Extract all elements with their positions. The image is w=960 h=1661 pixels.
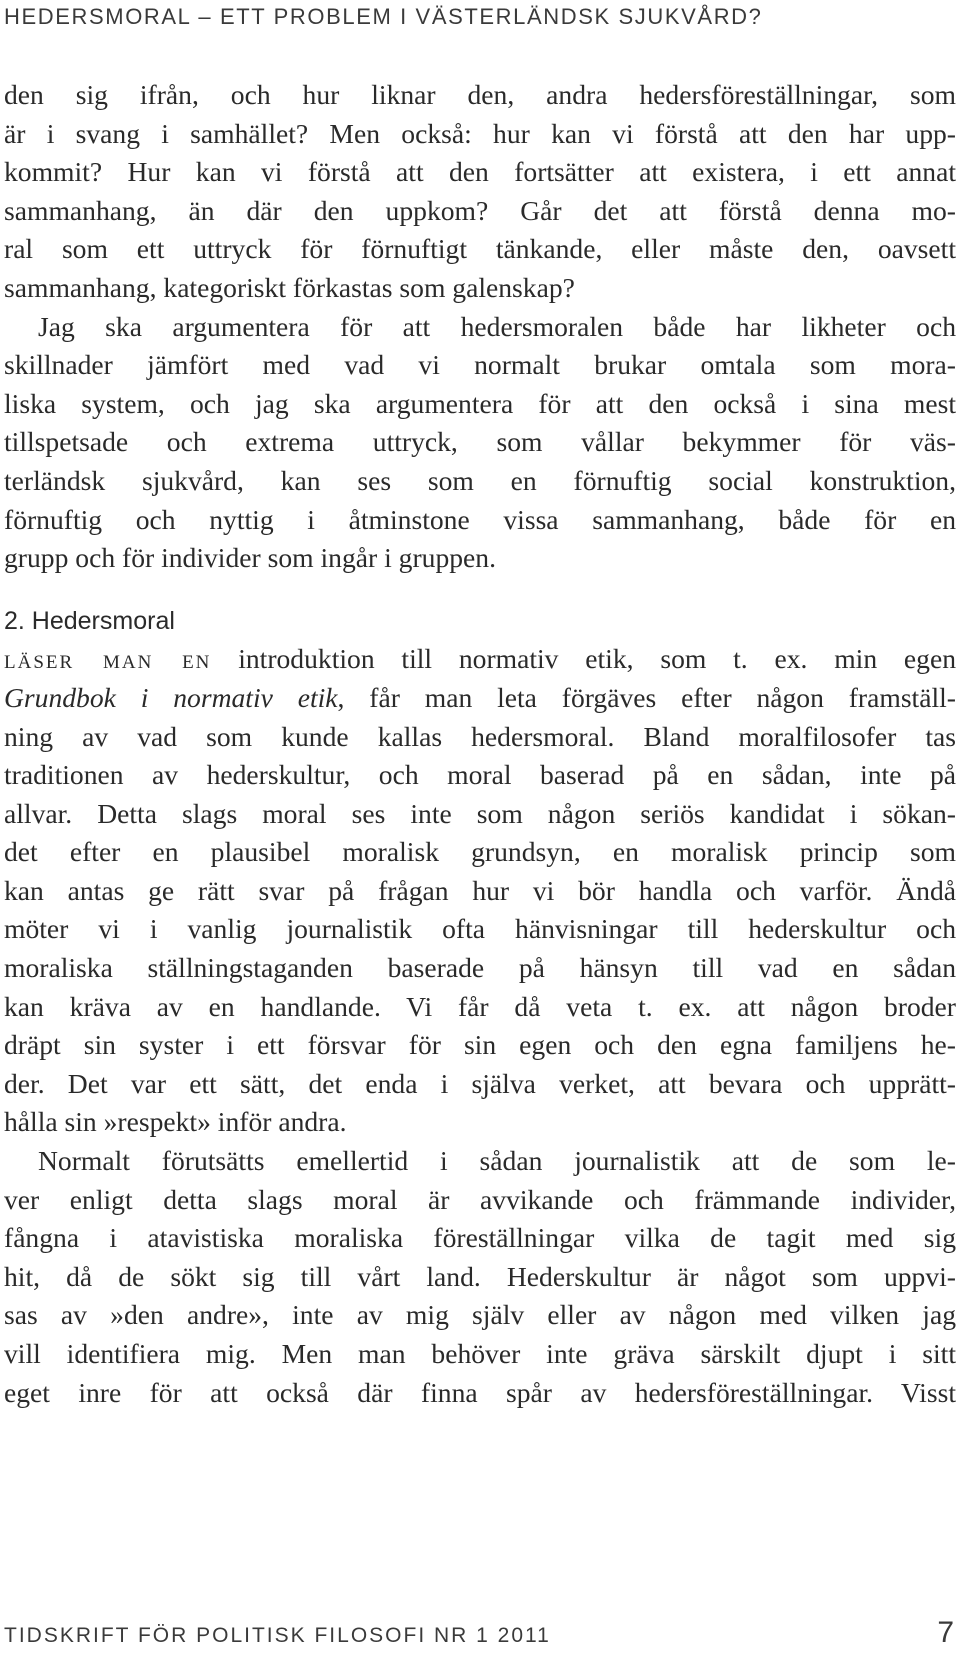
text-line: den sig ifrån, och hur liknar den, andra hedersföreställningar, som — [4, 79, 956, 110]
paragraph-2 — [4, 308, 956, 578]
text-line: sammanhang, kategoriskt förkastas som galenskap? — [4, 271, 575, 303]
lead-smallcaps: läser man en — [4, 643, 212, 675]
text-line: skillnader jämfört med vad vi normalt brukar omtala som mora- — [4, 349, 956, 381]
text-line: traditionen av hederskultur, och moral baserad på en sådan, inte på — [4, 759, 956, 791]
text-line: Normalt förutsätts emellertid i sådan journalistik att de som le- — [38, 1145, 956, 1177]
text-line-title — [4, 679, 956, 718]
text-line: allvar. Detta slags moral ses inte som någon seriös kandidat i sökan- — [4, 797, 956, 829]
text-line: grupp och för individer som ingår i gruppen. — [4, 542, 496, 574]
text-line: förnuftig och nyttig i åtminstone vissa sammanhang, både för en — [4, 503, 956, 535]
text-line: der. Det var ett sätt, det enda i själva verket, att bevara och upprätt- — [4, 1067, 956, 1099]
page-number: 7 — [937, 1616, 954, 1649]
journal-title: TIDSKRIFT FÖR POLITISK FILOSOFI NR 1 2011 — [4, 1624, 551, 1647]
title-rest: , får man leta förgäves efter någon framställ- — [337, 681, 956, 713]
paragraph-4 — [4, 1142, 956, 1412]
text-line: kan kräva av en handlande. Vi får då veta t. ex. att någon broder — [4, 990, 956, 1022]
text-line: hit, då de sökt sig till vårt land. Hederskultur är något som uppvi- — [4, 1260, 956, 1292]
text-line: ral som ett uttryck för förnuftigt tänkande, eller måste den, oavsett — [4, 233, 956, 265]
text-line: Jag ska argumentera för att hedersmoralen både har likheter och — [38, 310, 956, 342]
text-line: är i svang i samhället? Men också: hur kan vi förstå att den har upp- — [4, 117, 956, 149]
text-line: sammanhang, än där den uppkom? Går det att förstå denna mo- — [4, 194, 956, 226]
paragraph-1 — [4, 76, 956, 308]
text-line: det efter en plausibel moralisk grundsyn, en moralisk princip som — [4, 836, 956, 868]
text-line: dräpt sin syster i ett försvar för sin egen och den egna familjens he- — [4, 1029, 956, 1061]
book-title: Grundbok i normativ etik — [4, 681, 338, 713]
text-line: ning av vad som kunde kallas hedersmoral. Bland moralfilosofer tas — [4, 720, 956, 752]
lead-rest: introduktion till normativ etik, som t. ex. min egen — [211, 643, 956, 675]
text-line: terländsk sjukvård, kan ses som en förnuftig social konstruktion, — [4, 464, 956, 496]
text-line: tillspetsade och extrema uttryck, som vållar bekymmer för väs- — [4, 426, 956, 458]
text-line: kan antas ge rätt svar på frågan hur vi bör handla och varför. Ändå — [4, 874, 956, 906]
text-line: hålla sin »respekt» inför andra. — [4, 1106, 347, 1138]
text-line: ver enligt detta slags moral är avvikande och främmande individer, — [4, 1183, 956, 1215]
text-line: vill identifiera mig. Men man behöver inte gräva särskilt djupt i sitt — [4, 1338, 956, 1369]
running-head: HEDERSMORAL – ETT PROBLEM I VÄSTERLÄNDSK SJUKVÅRD? — [4, 4, 763, 29]
page-footer — [4, 1616, 954, 1656]
section-heading: 2. Hedersmoral — [4, 606, 175, 635]
text-line: eget inre för att också där finna spår av hedersföreställningar. Visst — [4, 1376, 956, 1408]
text-line: möter vi i vanlig journalistik ofta hänvisningar till hederskultur och — [4, 913, 956, 945]
text-line: kommit? Hur kan vi förstå att den fortsätter att existera, i ett annat — [4, 156, 956, 188]
paragraph-3 — [4, 640, 956, 1142]
text-line: sas av »den andre», inte av mig själv eller av någon med vilken jag — [4, 1299, 956, 1331]
text-line: liska system, och jag ska argumentera för att den också i sina mest — [4, 387, 956, 419]
section-gap — [4, 578, 956, 602]
text-line-lead — [4, 640, 956, 679]
body-text — [4, 76, 956, 1412]
text-line: moraliska ställningstaganden baserade på hänsyn till vad en sådan — [4, 952, 956, 984]
text-line: fångna i atavistiska moraliska föreställningar vilka de tagit med sig — [4, 1222, 956, 1254]
